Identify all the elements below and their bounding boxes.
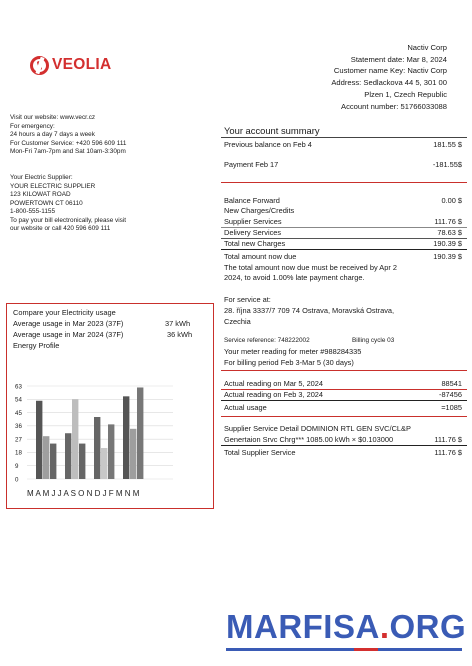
reading2-value: -87456 bbox=[438, 390, 462, 399]
website-line[interactable]: Visit our website: www.vecr.cz bbox=[10, 114, 96, 121]
billing-cycle: Billing cycle 03 bbox=[352, 337, 395, 344]
chart-bar bbox=[123, 396, 129, 479]
logo-text: VEOLIA bbox=[52, 56, 112, 73]
service-hours: Mon-Fri 7am-7pm and Sat 10am-3:30pm bbox=[10, 148, 126, 155]
watermark-tld: ORG bbox=[389, 608, 467, 645]
account-number: Account number: 51766033088 bbox=[341, 101, 447, 111]
service-reference: Service reference: 748222002 bbox=[224, 337, 310, 344]
service-address-line1: 28. října 3337/7 709 74 Ostrava, Moravská Ostrava, bbox=[224, 306, 395, 315]
detail-line2-value: 111.76 $ bbox=[434, 435, 462, 444]
supplier-services-label: Supplier Services bbox=[224, 217, 282, 226]
reading1-label: Actual reading on Mar 5, 2024 bbox=[224, 379, 324, 388]
compare-row1-label: Average usage in Mar 2023 (37F) bbox=[13, 319, 124, 328]
pay-note-line1: To pay your bill electronically, please visit bbox=[10, 216, 127, 224]
energy-profile-label: Energy Profile bbox=[13, 341, 60, 350]
supplier-city: POWERTOWN CT 06110 bbox=[10, 199, 83, 207]
y-tick-label: 63 bbox=[15, 383, 22, 391]
address-line2: Plzen 1, Czech Republic bbox=[364, 89, 447, 99]
x-tick-labels: M A M J J A S O N D J F M N M bbox=[27, 489, 140, 498]
y-tick-label: 45 bbox=[15, 409, 22, 417]
customer-service-line: For Customer Service: +420 596 609 111 bbox=[10, 139, 127, 147]
service-address-line2: Czechia bbox=[224, 317, 251, 326]
pay-note-line2: our website or call 420 596 609 111 bbox=[10, 225, 111, 232]
chart-bar bbox=[79, 444, 85, 479]
chart-bar bbox=[101, 448, 107, 479]
summary-title-rule bbox=[221, 137, 467, 138]
veolia-logo-icon bbox=[30, 56, 49, 75]
summary-title: Your account summary bbox=[224, 125, 320, 136]
reading2-rule bbox=[221, 400, 467, 401]
balance-forward-value: 0.00 $ bbox=[441, 196, 462, 205]
payment-label: Payment Feb 17 bbox=[224, 160, 279, 169]
y-tick-label: 0 bbox=[15, 476, 19, 484]
y-tick-label: 54 bbox=[15, 396, 22, 404]
total-new-value: 190.39 $ bbox=[433, 239, 462, 248]
veolia-logo bbox=[30, 56, 150, 80]
supplier-phone: 1-800-555-1155 bbox=[10, 208, 56, 215]
due-note-line1: The total amount now due must be received by Apr 2 bbox=[224, 263, 397, 272]
total-new-label: Total new Charges bbox=[224, 239, 286, 248]
prev-balance-value: 181.55 $ bbox=[433, 140, 462, 149]
reading2-label: Actual reading on Feb 3, 2024 bbox=[224, 390, 324, 399]
supplier-info bbox=[10, 174, 126, 234]
y-tick-label: 27 bbox=[15, 436, 22, 444]
usage-divider bbox=[221, 416, 467, 417]
customer-name: Customer name Key: Nactiv Corp bbox=[333, 66, 447, 76]
supplier-street: 123 KILOWAT ROAD bbox=[10, 191, 71, 198]
compare-row2-label: Average usage in Mar 2024 (37F) bbox=[13, 330, 124, 339]
detail-line2: Genertaion Srvc Chrg*** 1085.00 kWh × $0.103000 bbox=[224, 435, 394, 444]
reading1-value: 88541 bbox=[441, 379, 462, 388]
chart-bar bbox=[94, 417, 100, 479]
chart-bar bbox=[137, 387, 143, 479]
y-tick-label: 9 bbox=[15, 463, 19, 471]
prev-balance-label: Previous balance on Feb 4 bbox=[224, 140, 312, 149]
watermark-underline-blue bbox=[226, 648, 354, 651]
chart-bar bbox=[130, 429, 136, 479]
total-supplier-value: 111.76 $ bbox=[434, 448, 462, 457]
total-supplier-label: Total Supplier Service bbox=[224, 448, 296, 457]
emergency-hours: 24 hours a day 7 days a week bbox=[10, 131, 95, 138]
chart-bar bbox=[43, 436, 49, 479]
compare-row1-value: 37 kWh bbox=[165, 319, 191, 328]
address-line1: Address: Sedlackova 44 5, 301 00 bbox=[331, 78, 447, 88]
delivery-services-label: Delivery Services bbox=[224, 228, 282, 237]
delivery-services-value: 78.63 $ bbox=[437, 228, 462, 237]
watermark-dot: . bbox=[379, 608, 390, 645]
detail-rule bbox=[221, 445, 467, 446]
chart-bar bbox=[36, 401, 42, 479]
contact-info bbox=[10, 114, 126, 157]
payment-value: -181.55$ bbox=[432, 160, 462, 169]
statement-date: Statement date: Mar 8, 2024 bbox=[350, 54, 447, 64]
supplier-services-value: 111.76 $ bbox=[434, 217, 462, 226]
chart-bar bbox=[108, 424, 114, 479]
detail-line1: Supplier Service Detail DOMINION RTL GEN SVC/CL&P bbox=[224, 424, 411, 433]
compare-title: Compare your Electricity usage bbox=[13, 308, 116, 317]
new-charges-label: New Charges/Credits bbox=[224, 206, 295, 215]
chart-bar bbox=[50, 444, 56, 479]
meter-line: Your meter reading for meter #988284335 bbox=[224, 347, 362, 356]
watermark-text: MARFISA bbox=[226, 608, 380, 645]
total-due-label: Total amount now due bbox=[224, 252, 297, 261]
watermark-underline-blue-2 bbox=[378, 648, 462, 651]
y-tick-label: 18 bbox=[15, 449, 22, 457]
supplier-label: Your Electric Supplier: bbox=[10, 174, 73, 181]
supplier-name: YOUR ELECTRIC SUPPLIER bbox=[10, 182, 96, 190]
usage-comparison-box bbox=[6, 303, 214, 509]
usage-label: Actual usage bbox=[224, 403, 267, 412]
service-divider bbox=[221, 370, 467, 371]
chart-bar bbox=[72, 399, 78, 479]
payment-divider bbox=[221, 182, 467, 183]
total-due-value: 190.39 $ bbox=[433, 252, 462, 261]
energy-profile-chart bbox=[7, 304, 213, 508]
total-new-rule bbox=[221, 249, 467, 250]
due-note-line2: 2024, to avoid 1.00% late payment charge. bbox=[224, 273, 365, 282]
balance-forward-label: Balance Forward bbox=[224, 196, 280, 205]
emergency-label: For emergency: bbox=[10, 122, 55, 130]
y-tick-label: 36 bbox=[15, 423, 22, 431]
chart-bar bbox=[65, 433, 71, 479]
customer-header bbox=[247, 42, 447, 112]
service-at-label: For service at: bbox=[224, 295, 271, 304]
usage-value: =1085 bbox=[441, 403, 462, 412]
marfisa-watermark bbox=[226, 608, 466, 646]
compare-row2-value: 36 kWh bbox=[167, 330, 193, 339]
billing-period: For billing period Feb 3-Mar 5 (30 days) bbox=[224, 358, 354, 367]
company-name: Nactiv Corp bbox=[407, 43, 447, 52]
watermark-underline-red bbox=[354, 648, 378, 651]
